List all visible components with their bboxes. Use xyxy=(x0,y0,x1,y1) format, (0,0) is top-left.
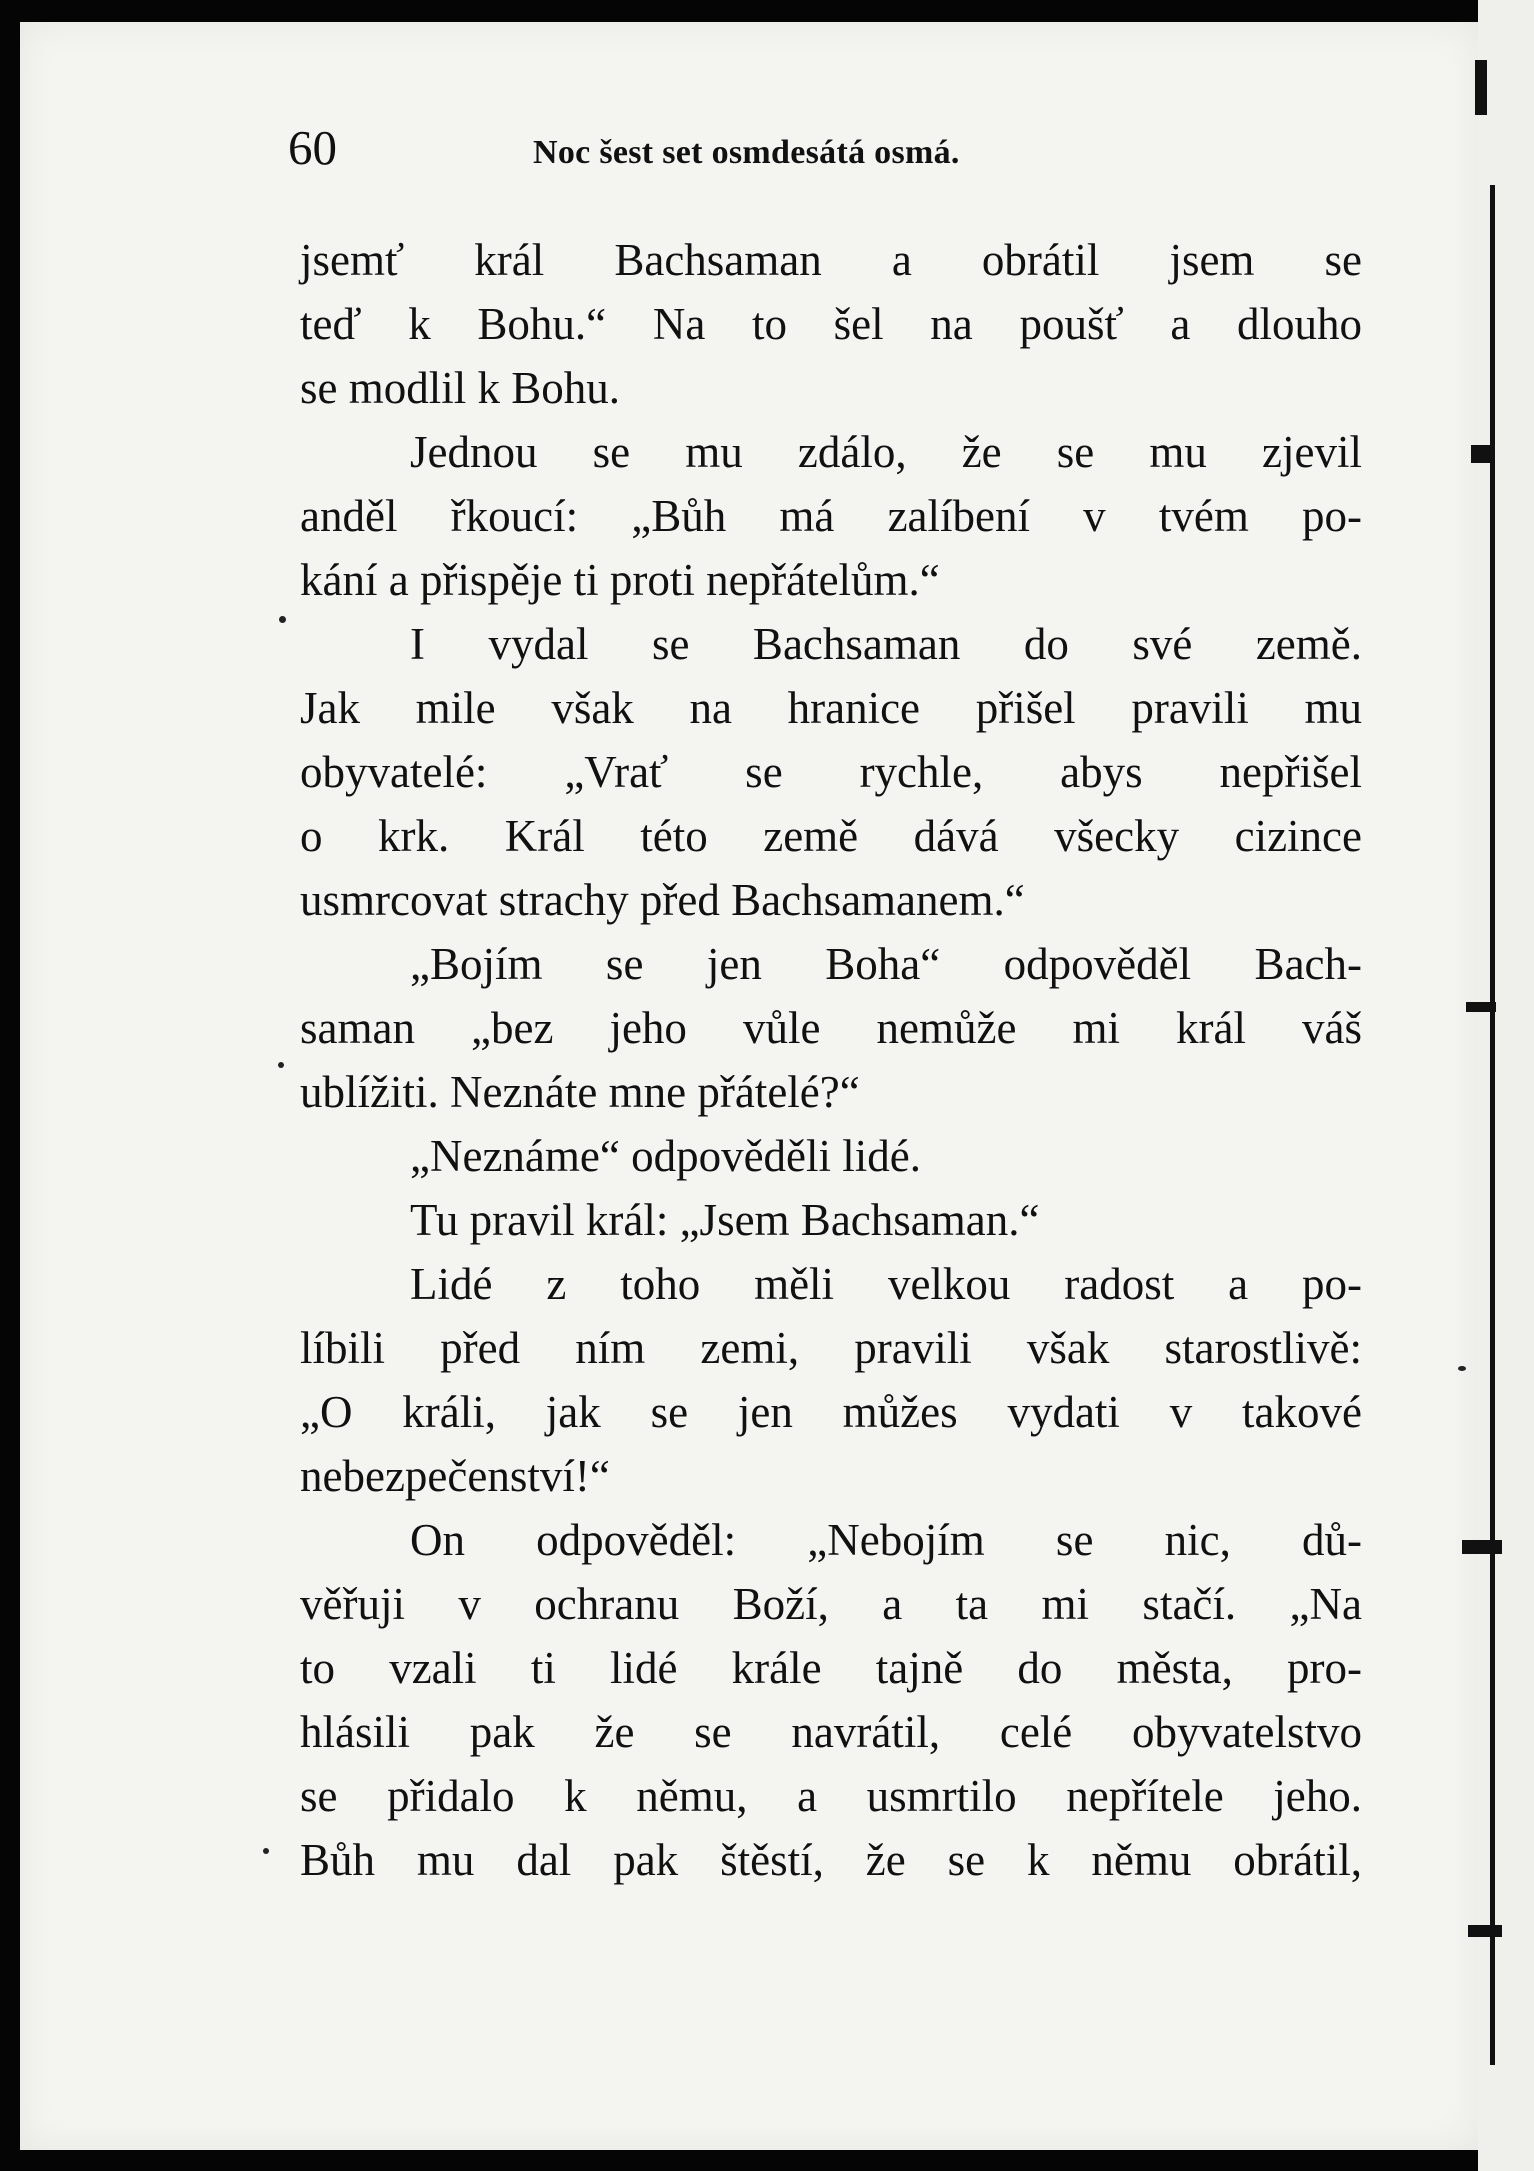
paper-speck xyxy=(1458,1366,1466,1371)
gutter-mark xyxy=(1475,60,1487,115)
text-line: „Neznáme“ odpověděli lidé. xyxy=(410,1131,922,1181)
text-line: Jak mile však na hranice přišel pravili mu xyxy=(300,683,1362,733)
text-line: anděl řkoucí: „Bůh má zalíbení v tvém po- xyxy=(300,491,1362,541)
gutter-mark xyxy=(1462,1540,1502,1554)
text-line: líbili před ním zemi, pravili však starostlivě: xyxy=(300,1323,1362,1373)
running-head: Noc šest set osmdesátá osmá. xyxy=(533,134,960,171)
text-line: kání a přispěje ti proti nepřátelům.“ xyxy=(300,555,940,605)
text-line: o krk. Král této země dává všecky cizince xyxy=(300,811,1362,861)
text-line: usmrcovat strachy před Bachsamanem.“ xyxy=(300,875,1025,925)
text-line: I vydal se Bachsaman do své země. xyxy=(410,619,1362,669)
text-line: teď k Bohu.“ Na to šel na poušť a dlouho xyxy=(300,299,1362,349)
text-line: On odpověděl: „Nebojím se nic, dů- xyxy=(410,1515,1362,1565)
text-line: hlásili pak že se navrátil, celé obyvatelstvo xyxy=(300,1707,1362,1757)
paper-speck xyxy=(263,1848,269,1854)
gutter-mark xyxy=(1471,445,1495,463)
paper-speck xyxy=(279,616,286,623)
page-gutter xyxy=(1478,0,1534,2171)
page-number: 60 xyxy=(288,120,337,175)
text-line: to vzali ti lidé krále tajně do města, pro- xyxy=(300,1643,1362,1693)
text-line: „Bojím se jen Boha“ odpověděl Bach- xyxy=(410,939,1362,989)
text-line: se přidalo k němu, a usmrtilo nepřítele jeho. xyxy=(300,1771,1362,1821)
text-line: Lidé z toho měli velkou radost a po- xyxy=(410,1259,1362,1309)
text-line: Bůh mu dal pak štěstí, že se k němu obrátil, xyxy=(300,1835,1362,1885)
text-line: „O králi, jak se jen můžes vydati v takové xyxy=(300,1387,1362,1437)
text-line: věřuji v ochranu Boží, a ta mi stačí. „Na xyxy=(300,1579,1362,1629)
text-line: saman „bez jeho vůle nemůže mi král váš xyxy=(300,1003,1362,1053)
text-line: nebezpečenství!“ xyxy=(300,1451,610,1501)
page-header xyxy=(288,118,1370,178)
text-line: obyvatelé: „Vrať se rychle, abys nepřišel xyxy=(300,747,1362,797)
text-line: Tu pravil král: „Jsem Bachsaman.“ xyxy=(410,1195,1040,1245)
text-line: ublížiti. Neznáte mne přátelé?“ xyxy=(300,1067,860,1117)
gutter-mark xyxy=(1468,1925,1502,1937)
paper-speck xyxy=(278,1062,284,1068)
text-line: se modlil k Bohu. xyxy=(300,363,621,413)
text-line: jsemť král Bachsaman a obrátil jsem se xyxy=(300,235,1362,285)
gutter-edge-line xyxy=(1490,185,1495,2065)
text-line: Jednou se mu zdálo, že se mu zjevil xyxy=(410,427,1362,477)
gutter-mark xyxy=(1466,1002,1496,1012)
